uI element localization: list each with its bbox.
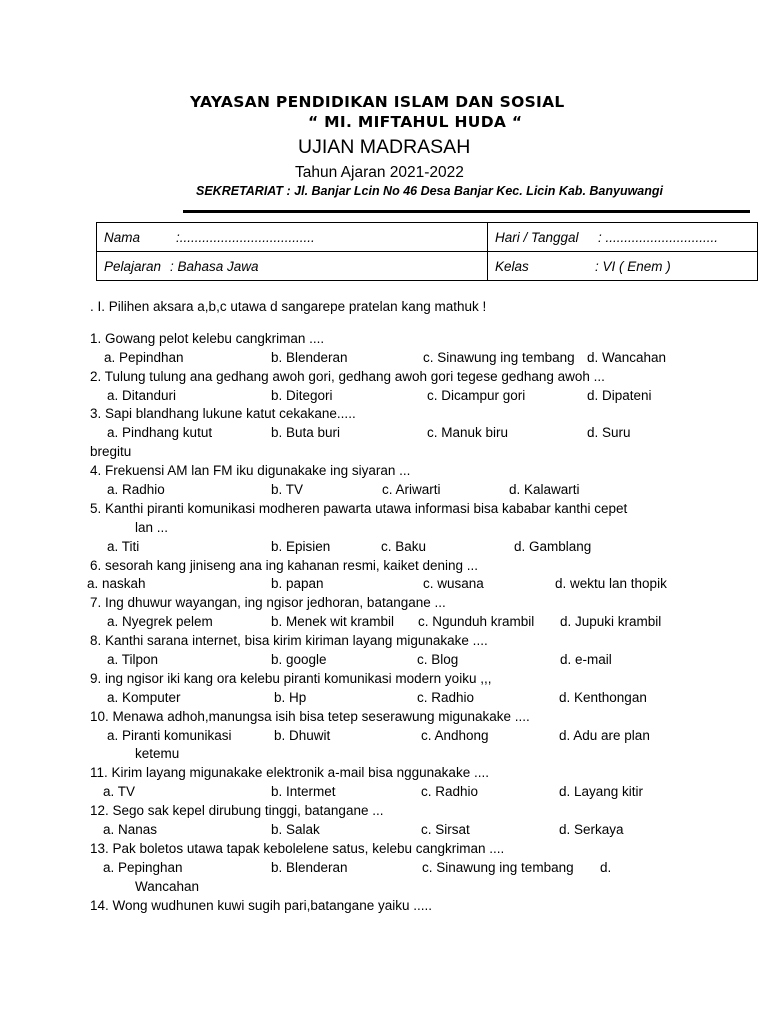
answer-options-row [87, 575, 690, 594]
instruction: . I. Pilihen aksara a,b,c utawa d sangarepe pratelan kang mathuk ! [90, 299, 487, 314]
answer-option[interactable]: d. Layang kitir [559, 784, 644, 800]
question-text: 12. Sego sak kepel dirubung tinggi, batangane ... [90, 803, 384, 819]
answer-option[interactable]: c. Radhio [421, 784, 479, 800]
answer-option[interactable]: c. Sinawung ing tembang [423, 349, 575, 365]
question-text: 13. Pak boletos utawa tapak kebolelene satus, kelebu cangkriman .... [90, 840, 505, 856]
answer-option[interactable]: a. Pepinghan [103, 859, 183, 875]
answer-option[interactable]: b. Ditegori [271, 387, 333, 403]
answer-option[interactable]: d. [600, 859, 612, 875]
answer-option[interactable]: a. Komputer [107, 689, 181, 705]
question-text: 4. Frekuensi AM lan FM iku digunakake ing siyaran ... [90, 463, 411, 479]
answer-option[interactable]: b. papan [271, 576, 324, 592]
question-text-line [90, 330, 690, 349]
question-list [87, 330, 690, 916]
question-text-line [90, 557, 690, 576]
question-text: ketemu [135, 746, 180, 762]
answer-option[interactable]: d. Kalawarti [509, 482, 580, 498]
answer-option[interactable]: c. Blog [417, 652, 459, 668]
kelas-label: Kelas [495, 258, 529, 274]
answer-option[interactable]: b. Buta buri [271, 425, 341, 441]
question-text: 11. Kirim layang migunakake elektronik a-mail bisa nggunakake .... [90, 765, 489, 781]
question-text-line [90, 519, 690, 538]
answer-option[interactable]: b. Dhuwit [274, 727, 331, 743]
answer-option[interactable]: c. Ariwarti [382, 482, 441, 498]
academic-year: Tahun Ajaran 2021-2022 [295, 164, 464, 181]
answer-option[interactable]: b. Salak [271, 822, 320, 838]
answer-option[interactable]: a. Piranti komunikasi [107, 727, 232, 743]
question-text: 6. sesorah kang jiniseng ana ing kahanan resmi, kaiket dening ... [90, 557, 478, 573]
question-text: 14. Wong wudhunen kuwi sugih pari,batangane yaiku ..... [90, 897, 432, 913]
answer-option[interactable]: a. Nyegrek pelem [107, 614, 213, 630]
question-text-line [90, 764, 690, 783]
nama-label: Nama [104, 229, 141, 245]
answer-option[interactable]: d. wektu lan thopik [555, 576, 667, 592]
question-text-line [90, 500, 690, 519]
answer-options-row [90, 651, 690, 670]
answer-options-row [90, 727, 690, 746]
question-text: 1. Gowang pelot kelebu cangkriman .... [90, 330, 325, 346]
answer-option[interactable]: b. Menek wit krambil [271, 614, 395, 630]
nama-cell[interactable] [97, 223, 488, 252]
answer-option[interactable]: c. Ngunduh krambil [418, 614, 535, 630]
exam-title: UJIAN MADRASAH [298, 136, 471, 158]
answer-options-row [90, 689, 690, 708]
answer-options-row [90, 613, 690, 632]
answer-option[interactable]: d. Suru [587, 425, 631, 441]
secretariat-address: SEKRETARIAT : Jl. Banjar Lcin No 46 Desa Banjar Kec. Licin Kab. Banyuwangi [196, 184, 664, 198]
answer-option[interactable]: d. Dipateni [587, 387, 652, 403]
question-text-line [90, 632, 690, 651]
foundation-name: YAYASAN PENDIDIKAN ISLAM DAN SOSIAL [190, 93, 565, 111]
answer-option[interactable]: a. TV [103, 784, 136, 800]
answer-option[interactable]: c. Manuk biru [427, 425, 509, 441]
question-text-line [90, 802, 690, 821]
answer-options-row [90, 424, 690, 443]
answer-option[interactable]: d. e-mail [560, 652, 612, 668]
answer-option[interactable]: b. Episien [271, 538, 331, 554]
question-text-line [90, 405, 690, 424]
header-divider [183, 210, 750, 213]
question-section [87, 298, 690, 916]
kelas-value: : VI ( Enem ) [595, 258, 671, 274]
answer-option[interactable]: b. google [271, 652, 327, 668]
answer-option[interactable]: a. Radhio [107, 482, 165, 498]
answer-option[interactable]: b. Blenderan [271, 859, 348, 875]
question-text: 7. Ing dhuwur wayangan, ing ngisor jedhoran, batangane ... [90, 595, 446, 611]
question-text-line [90, 462, 690, 481]
answer-option[interactable]: c. Baku [381, 538, 427, 554]
hari-tanggal-value: : .............................. [598, 229, 719, 245]
answer-option[interactable]: a. Titi [107, 538, 140, 554]
question-text: 5. Kanthi piranti komunikasi modheren pawarta utawa informasi bisa kababar kanthi cepet [90, 500, 628, 516]
question-text-line [90, 708, 690, 727]
answer-option[interactable]: a. Ditanduri [107, 387, 177, 403]
answer-option[interactable]: d. Adu are plan [559, 727, 650, 743]
answer-option[interactable]: c. wusana [423, 576, 484, 592]
question-text: 10. Menawa adhoh,manungsa isih bisa tetep seserawung migunakake .... [90, 708, 530, 724]
answer-options-row [90, 349, 690, 368]
answer-options-row [90, 538, 690, 557]
answer-option[interactable]: b. TV [271, 482, 304, 498]
answer-options-row [90, 783, 690, 802]
question-text-line [90, 745, 690, 764]
answer-option[interactable]: a. Pindhang kutut [107, 425, 213, 441]
question-text-line [90, 878, 690, 897]
answer-option[interactable]: a. Nanas [103, 822, 158, 838]
answer-option[interactable]: d. Wancahan [587, 349, 667, 365]
answer-option[interactable]: c. Radhio [417, 689, 475, 705]
question-text: 3. Sapi blandhang lukune katut cekakane..... [90, 406, 356, 422]
question-text: lan ... [135, 519, 169, 535]
answer-option[interactable]: d. Gamblang [514, 538, 592, 554]
question-text-line [90, 594, 690, 613]
question-text-line [90, 368, 690, 387]
answer-option[interactable]: a. naskah [87, 576, 146, 592]
nama-value: :.................................... [176, 229, 315, 245]
student-identity-table [96, 222, 758, 281]
pelajaran-value: : Bahasa Jawa [170, 258, 259, 274]
question-text: 8. Kanthi sarana internet, bisa kirim kiriman layang migunakake .... [90, 633, 488, 649]
question-text: 2. Tulung tulung ana gedhang awoh gori, gedhang awoh gori tegese gedhang awoh ... [90, 368, 605, 384]
answer-option[interactable]: b. Hp [274, 689, 307, 705]
question-text-line [90, 670, 690, 689]
answer-options-row [90, 859, 690, 878]
answer-options-row [90, 481, 690, 500]
answer-options-row [90, 387, 690, 406]
hari-tanggal-label: Hari / Tanggal [495, 229, 579, 245]
answer-option[interactable]: a. Tilpon [107, 652, 159, 668]
pelajaran-label: Pelajaran [104, 258, 162, 274]
answer-option[interactable]: d. Jupuki krambil [560, 614, 662, 630]
answer-option[interactable]: c. Sinawung ing tembang [422, 859, 574, 875]
answer-option[interactable]: c. Sirsat [421, 822, 470, 838]
answer-option[interactable]: c. Andhong [421, 727, 489, 743]
hari-tanggal-cell[interactable] [488, 223, 758, 252]
question-text-line [90, 897, 690, 916]
answer-option[interactable]: c. Dicampur gori [427, 387, 526, 403]
answer-option[interactable]: a. Pepindhan [104, 349, 184, 365]
question-text: 9. ing ngisor iki kang ora kelebu piranti komunikasi modern yoiku ,,, [90, 670, 492, 686]
school-name: “ MI. MIFTAHUL HUDA “ [308, 113, 523, 131]
answer-option[interactable]: b. Blenderan [271, 349, 348, 365]
answer-option[interactable]: d. Kenthongan [559, 689, 647, 705]
question-text: Wancahan [135, 878, 200, 894]
answer-option[interactable]: b. Intermet [271, 784, 336, 800]
question-text-line [90, 443, 690, 462]
question-text: bregitu [90, 444, 132, 460]
answer-option[interactable]: d. Serkaya [559, 822, 624, 838]
answer-options-row [90, 821, 690, 840]
kelas-cell [488, 252, 758, 281]
pelajaran-cell [97, 252, 488, 281]
question-text-line [90, 840, 690, 859]
